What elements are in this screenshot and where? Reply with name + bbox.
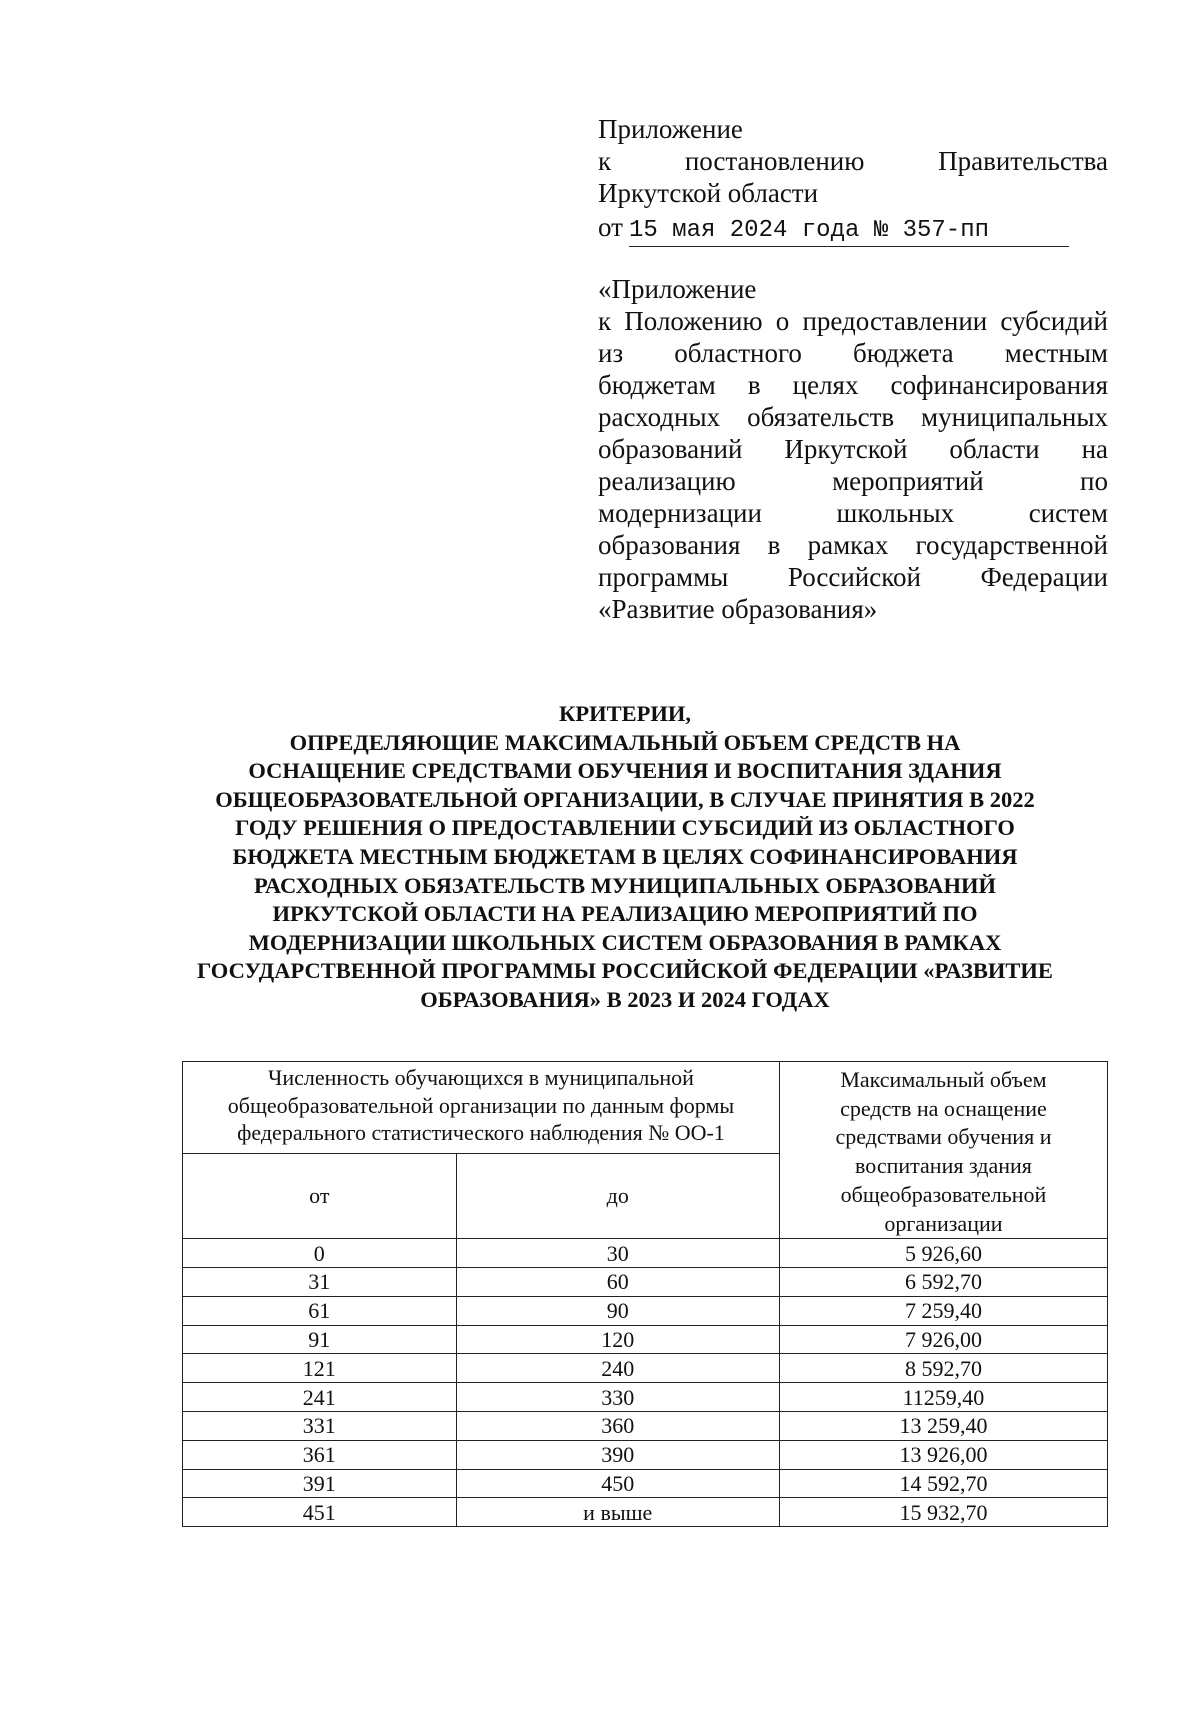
cell-from: 241 xyxy=(183,1383,457,1412)
regulation-appendix-line: модернизации школьных систем xyxy=(598,498,1108,528)
cell-to: 30 xyxy=(456,1239,779,1268)
cell-amount: 7 926,00 xyxy=(779,1325,1107,1354)
document-title xyxy=(150,700,1100,1015)
regulation-appendix xyxy=(598,273,1108,625)
cell-to: 90 xyxy=(456,1296,779,1325)
header-line: Максимальный объем xyxy=(840,1067,1047,1092)
cell-to: 240 xyxy=(456,1354,779,1383)
cell-amount: 13 926,00 xyxy=(779,1440,1107,1469)
appendix-title: Приложение xyxy=(598,114,743,144)
cell-to: и выше xyxy=(456,1498,779,1527)
table-row xyxy=(183,1383,1108,1412)
appendix-to-word: к xyxy=(598,146,612,176)
table-row xyxy=(183,1268,1108,1297)
appendix-resolution-word: постановлению xyxy=(684,146,865,176)
table-row xyxy=(183,1498,1108,1527)
regulation-appendix-line: к Положению о предоставлении субсидий xyxy=(598,306,1108,336)
title-line: МОДЕРНИЗАЦИИ ШКОЛЬНЫХ СИСТЕМ ОБРАЗОВАНИЯ В РАМКАХ xyxy=(248,929,1002,955)
criteria-table xyxy=(182,1061,1108,1527)
cell-from: 391 xyxy=(183,1469,457,1498)
table-row xyxy=(183,1354,1108,1383)
regulation-appendix-line: «Приложение xyxy=(598,274,757,304)
regulation-appendix-line: образования в рамках государственной xyxy=(598,530,1108,560)
cell-from: 0 xyxy=(183,1239,457,1268)
appendix-header xyxy=(598,113,1108,247)
student-count-header xyxy=(183,1062,780,1154)
table-row xyxy=(183,1325,1108,1354)
cell-amount: 15 932,70 xyxy=(779,1498,1107,1527)
cell-amount: 5 926,60 xyxy=(779,1239,1107,1268)
regulation-appendix-line: расходных обязательств муниципальных xyxy=(598,402,1108,432)
header-line: воспитания здания xyxy=(855,1153,1032,1179)
regulation-appendix-line: образований Иркутской области на xyxy=(598,434,1108,464)
cell-from: 331 xyxy=(183,1412,457,1441)
table-row xyxy=(183,1440,1108,1469)
cell-amount: 13 259,40 xyxy=(779,1412,1107,1441)
cell-amount: 11259,40 xyxy=(779,1383,1107,1412)
title-line: ОБРАЗОВАНИЯ» В 2023 И 2024 ГОДАХ xyxy=(420,986,830,1012)
title-line: БЮДЖЕТА МЕСТНЫМ БЮДЖЕТАМ В ЦЕЛЯХ СОФИНАНСИРОВАНИЯ xyxy=(232,843,1018,869)
title-line: ГОДУ РЕШЕНИЯ О ПРЕДОСТАВЛЕНИИ СУБСИДИЙ ИЗ ОБЛАСТНОГО xyxy=(235,815,1015,841)
appendix-region: Иркутской области xyxy=(598,178,819,208)
cell-from: 31 xyxy=(183,1268,457,1297)
cell-to: 450 xyxy=(456,1469,779,1498)
cell-from: 451 xyxy=(183,1498,457,1527)
table-row xyxy=(183,1239,1108,1268)
header-line: общеобразовательной организации по данным формы xyxy=(227,1092,735,1118)
cell-from: 91 xyxy=(183,1325,457,1354)
title-line: ОПРЕДЕЛЯЮЩИЕ МАКСИМАЛЬНЫЙ ОБЪЕМ СРЕДСТВ НА xyxy=(289,729,961,755)
title-line: РАСХОДНЫХ ОБЯЗАТЕЛЬСТВ МУНИЦИПАЛЬНЫХ ОБРАЗОВАНИЙ xyxy=(253,872,997,898)
table-row xyxy=(183,1296,1108,1325)
header-line: Численность обучающихся в муниципальной xyxy=(268,1065,694,1090)
to-header: до xyxy=(456,1153,779,1238)
table-row xyxy=(183,1412,1108,1441)
cell-amount: 14 592,70 xyxy=(779,1469,1107,1498)
appendix-government-word: Правительства xyxy=(938,146,1109,176)
from-header: от xyxy=(183,1153,457,1238)
title-line: ГОСУДАРСТВЕННОЙ ПРОГРАММЫ РОССИЙСКОЙ ФЕДЕРАЦИИ «РАЗВИТИЕ xyxy=(197,958,1053,984)
max-amount-header xyxy=(779,1062,1107,1239)
cell-to: 360 xyxy=(456,1412,779,1441)
cell-to: 390 xyxy=(456,1440,779,1469)
header-line: общеобразовательной xyxy=(840,1181,1047,1207)
regulation-appendix-line: из областного бюджета местным xyxy=(598,338,1108,368)
title-line: КРИТЕРИИ, xyxy=(559,701,691,726)
cell-amount: 7 259,40 xyxy=(779,1296,1107,1325)
cell-to: 120 xyxy=(456,1325,779,1354)
title-line: ОБЩЕОБРАЗОВАТЕЛЬНОЙ ОРГАНИЗАЦИИ, В СЛУЧАЕ ПРИНЯТИЯ В 2022 xyxy=(215,786,1035,812)
cell-from: 61 xyxy=(183,1296,457,1325)
cell-to: 330 xyxy=(456,1383,779,1412)
appendix-date-line xyxy=(598,211,1108,247)
resolution-date-number: 15 мая 2024 года № 357-пп xyxy=(629,216,1069,247)
header-line: организации xyxy=(884,1210,1003,1236)
title-line: ИРКУТСКОЙ ОБЛАСТИ НА РЕАЛИЗАЦИЮ МЕРОПРИЯТИЙ ПО xyxy=(272,901,978,927)
date-prefix: от xyxy=(598,212,623,242)
cell-to: 60 xyxy=(456,1268,779,1297)
cell-from: 361 xyxy=(183,1440,457,1469)
regulation-appendix-line: бюджетам в целях софинансирования xyxy=(598,370,1108,400)
table-row xyxy=(183,1469,1108,1498)
cell-amount: 8 592,70 xyxy=(779,1354,1107,1383)
header-line: средствами обучения и xyxy=(835,1124,1052,1150)
header-line: федерального статистического наблюдения № ОО-1 xyxy=(237,1120,725,1145)
cell-amount: 6 592,70 xyxy=(779,1268,1107,1297)
table-header-row xyxy=(183,1062,1108,1154)
regulation-appendix-line: «Развитие образования» xyxy=(598,594,878,624)
regulation-appendix-line: реализацию мероприятий по xyxy=(598,466,1108,496)
regulation-appendix-line: программы Российской Федерации xyxy=(598,562,1108,592)
title-line: ОСНАЩЕНИЕ СРЕДСТВАМИ ОБУЧЕНИЯ И ВОСПИТАНИЯ ЗДАНИЯ xyxy=(248,758,1002,784)
appendix-resolution-line xyxy=(598,145,1108,177)
header-line: средств на оснащение xyxy=(840,1095,1047,1121)
cell-from: 121 xyxy=(183,1354,457,1383)
